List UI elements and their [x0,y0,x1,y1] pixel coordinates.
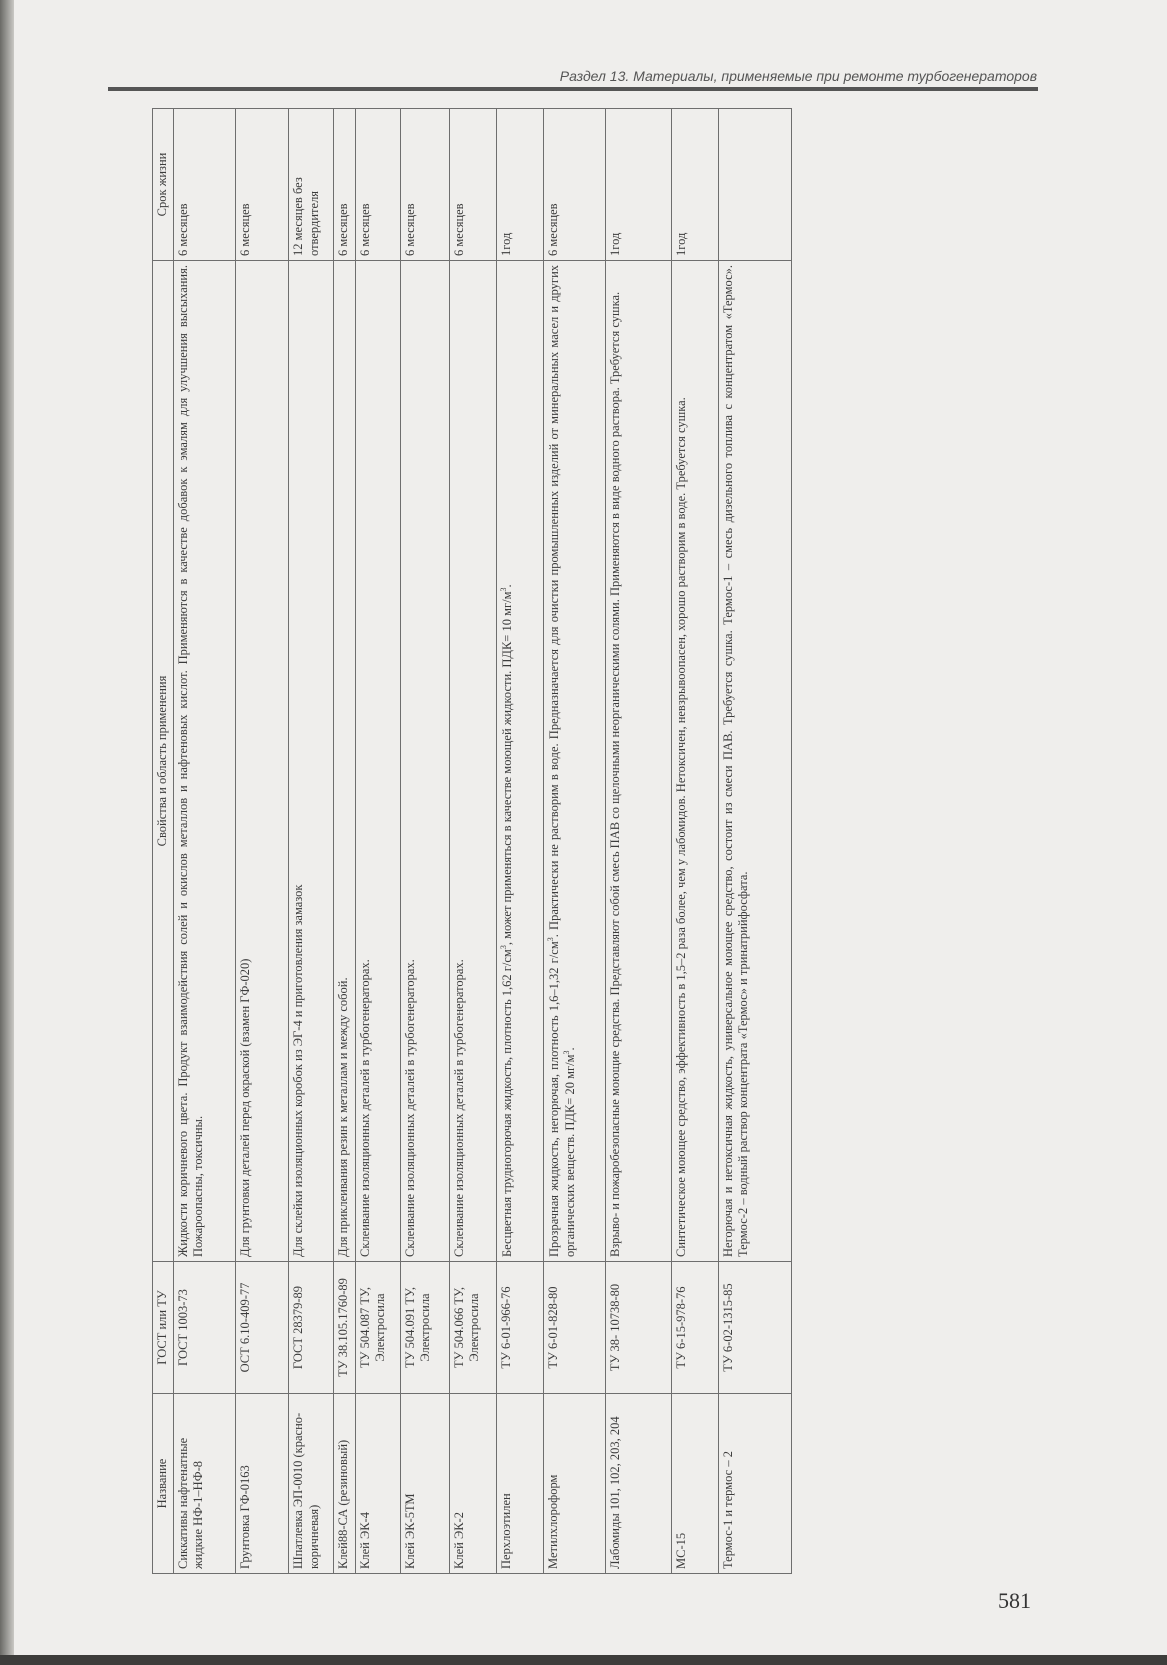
table-row [672,109,719,1574]
properties-text: . [500,584,515,588]
cell-standard: ТУ 504.087 ТУ, Электросила [355,1262,400,1394]
cell-shelf-life: 6 месяцев [400,109,449,261]
table-row [235,109,288,1574]
running-header: Раздел 13. Материалы, применяемые при ремонте турбогенераторов [559,68,1037,84]
cell-properties: Склеивание изоляционных деталей в турбогенераторах. [449,261,496,1262]
cell-properties: Взрыво- и пожаробезопасные моющие средства. Представляют собой смесь ПАВ со щелочными неорганическими солями. Применяются в виде водного раствора. Требуется сушка. [605,261,671,1262]
cell-standard: ГОСТ 28379-89 [289,1262,334,1394]
cell-shelf-life: 6 месяцев [174,109,236,261]
column-header-standard: ГОСТ или ТУ [153,1262,174,1394]
column-header-name: Название [153,1394,174,1574]
cell-name: Сиккативы нафтенатные жидкие НФ-1–НФ-8 [174,1394,236,1574]
cell-properties: Синтетическое моющее средство, эффективность в 1,5–2 раза более, чем у лабомидов. Нетоксичен, невзрывоопасен, хорошо растворим в воде. Требуется сушка. [672,261,719,1262]
cell-standard: ГОСТ 1003-73 [174,1262,236,1394]
cell-properties: Склеивание изоляционных деталей в турбогенераторах. [400,261,449,1262]
cell-properties [496,261,543,1262]
cell-properties: Для склейки изоляционных коробок из ЭГ-4 и приготовления замазок [289,261,334,1262]
cell-name: Клей88-СА (резиновый) [334,1394,356,1574]
scan-bottom-edge [0,1655,1167,1665]
table-row [289,109,334,1574]
cell-standard: ТУ 38.105.1760-89 [334,1262,356,1394]
column-header-shelf-life: Срок жизни [153,109,174,261]
cell-shelf-life: 6 месяцев [543,109,605,261]
table-row [543,109,605,1574]
superscript: 3 [498,587,508,592]
cell-standard: ТУ 504.091 ТУ, Электросила [400,1262,449,1394]
cell-standard: ТУ 38- 10738-80 [605,1262,671,1394]
superscript: 3 [498,945,508,950]
properties-text: , может применяться в качестве моющей жидкости. ПДК= 10 мг/м [500,591,515,946]
cell-standard: ТУ 6-01-966-76 [496,1262,543,1394]
cell-name: Метилхлороформ [543,1394,605,1574]
cell-shelf-life: 12 месяцев без отвердителя [289,109,334,261]
cell-shelf-life: 1год [496,109,543,261]
cell-name: Перхлоэтилен [496,1394,543,1574]
cell-name: Термос-1 и термос – 2 [719,1394,792,1574]
cell-shelf-life: 1год [672,109,719,261]
cell-standard: ТУ 504.066 ТУ, Электросила [449,1262,496,1394]
table-row [334,109,356,1574]
cell-properties: Жидкости коричневого цвета. Продукт взаимодействия солей и окислов металлов и нафтеновых кислот. Применяются в качестве добавок к эмалям для улучшения высыхания. Пожароопасны, токсичны. [174,261,236,1262]
cell-shelf-life: 1год [605,109,671,261]
cell-name: Клей ЭК-5ТМ [400,1394,449,1574]
cell-standard: ОСТ 6.10-409-77 [235,1262,288,1394]
cell-standard: ТУ 6-02-1315-85 [719,1262,792,1394]
column-header-properties: Свойства и область применения [153,261,174,1262]
properties-text: . Практически не растворим в воде. Предназначается для очистки промышленных изделий от минеральных масел и других органических веществ. ПДК= 20 мг/м [547,264,578,1257]
cell-standard: ТУ 6-15-978-76 [672,1262,719,1394]
table-row [174,109,236,1574]
cell-shelf-life: 6 месяцев [355,109,400,261]
cell-properties: Для грунтовки деталей перед окраской (взамен ГФ-020) [235,261,288,1262]
cell-name: Лабомиды 101, 102, 203, 204 [605,1394,671,1574]
cell-shelf-life: 6 месяцев [449,109,496,261]
materials-table [152,108,792,1574]
cell-properties [543,261,605,1262]
cell-properties: Для приклеивания резин к металлам и между собой. [334,261,356,1262]
book-binding-edge [0,0,14,1665]
cell-name: Шпатлевка ЭП-0010 (красно-коричневая) [289,1394,334,1574]
cell-name: МС-15 [672,1394,719,1574]
table-header-row [153,109,174,1574]
cell-properties: Негорючая и нетоксичная жидкость, универсальное моющее средство, состоит из смеси ПАВ. Требуется сушка. Термос-1 – смесь дизельного топлива с концентратом «Термос». Термос-2 – водный раствор концентрата «Термос» и тринатрийфосфата. [719,261,792,1262]
cell-shelf-life: 6 месяцев [235,109,288,261]
page-number: 581 [998,1588,1031,1613]
cell-standard: ТУ 6-01-828-80 [543,1262,605,1394]
table-row [605,109,671,1574]
header-rule [108,87,1038,91]
cell-name: Клей ЭК-2 [449,1394,496,1574]
cell-properties: Склеивание изоляционных деталей в турбогенераторах. [355,261,400,1262]
table-row [719,109,792,1574]
cell-name: Грунтовка ГФ-0163 [235,1394,288,1574]
superscript: 3 [562,1050,572,1055]
properties-text: Бесцветная трудногорючая жидкость, плотность 1,62 г/см [500,949,515,1257]
rotated-table-container [152,109,792,1574]
table-row [355,109,400,1574]
table-row [400,109,449,1574]
superscript: 3 [545,937,555,942]
cell-shelf-life [719,109,792,261]
properties-text: Прозрачная жидкость, негорючая, плотность 1,6–1,32 г/см [547,941,562,1257]
cell-name: Клей ЭК-4 [355,1394,400,1574]
properties-text: . [563,1047,578,1051]
table-row [496,109,543,1574]
cell-shelf-life: 6 месяцев [334,109,356,261]
table-row [449,109,496,1574]
